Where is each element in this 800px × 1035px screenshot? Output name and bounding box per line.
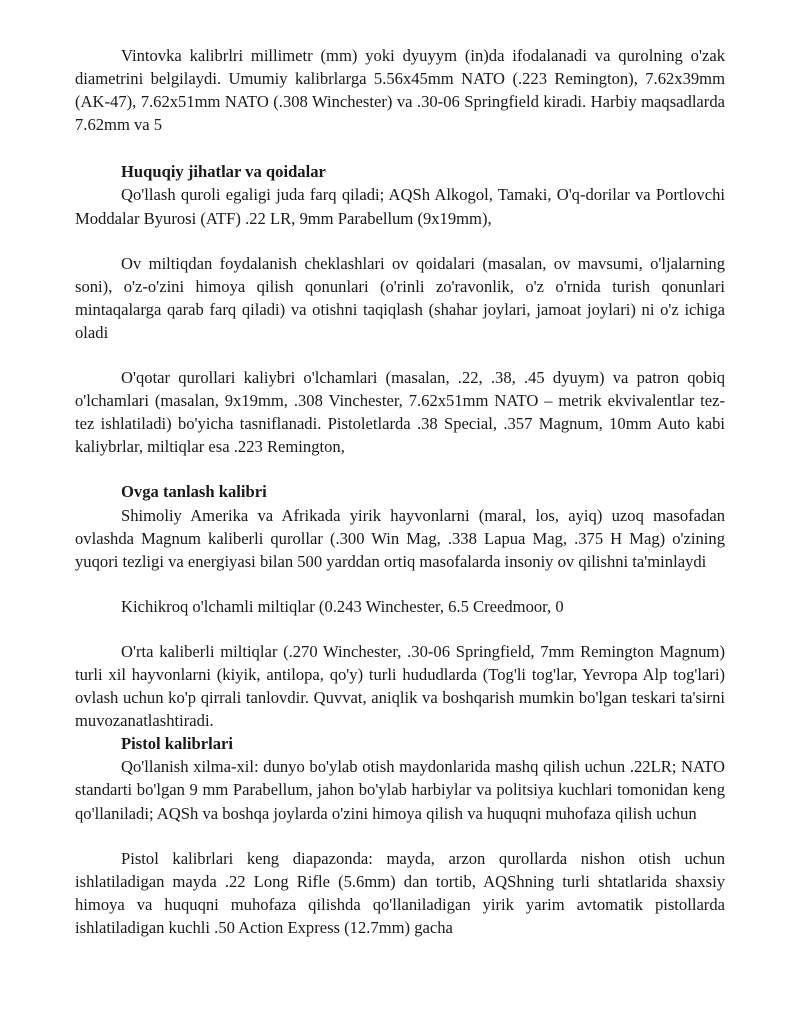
heading-legal-aspects: Huquqiy jihatlar va qoidalar xyxy=(121,162,326,182)
paragraph-hunting-restrictions: Ov miltiqdan foydalanish cheklashlari ov qoidalari (masalan, ov mavsumi, o'ljalarning soni), o'z-o'zini himoya qilish qonunlari (o'rinli zo'ravonlik, o'z o'rnida turish qonunlari mintaqalarga qarab farq qiladi) va otishni taqiqlash (shahar joylari, jamoat joylari) ni o'z ichiga oladi xyxy=(75,253,725,342)
paragraph-pistol-range: Pistol kalibrlari keng diapazonda: mayda, arzon qurollarda nishon otish uchun ishlatiladigan mayda .22 Long Rifle (5.6mm) dan tortib, AQShning turli shtatlarida shaxsiy himoya va huquqni muhofaza qilishda qo'llaniladigan yirik yarim avtomatik pistollarda ishlatiladigan kuchli .50 Action Express (12.7mm) gacha xyxy=(75,848,725,937)
paragraph-small-calibre: Kichikroq o'lchamli miltiqlar (0.243 Winchester, 6.5 Creedmoor, 0 xyxy=(121,596,564,616)
heading-pistol-calibres: Pistol kalibrlari xyxy=(121,734,234,754)
paragraph-classification: O'qotar qurollari kaliybri o'lchamlari (masalan, .22, .38, .45 dyuym) va patron qobiq o'lchamlari (masalan, 9x19mm, .308 Vinchester, 7.62x51mm NATO – metrik ekvivalentlar tez-tez ishlatiladi) bo'yicha tasniflanadi. Pistoletlarda .38 Special, .357 Magnum, 10mm Auto kabi kaliybrlar, miltiqlar esa .223 Remington, xyxy=(75,368,725,457)
heading-hunting-calibre: Ovga tanlash kalibri xyxy=(121,482,267,502)
paragraph-calibre-definition: Vintovka kalibrlri millimetr (mm) yoki dyuyym (in)da ifodalanadi va qurolning o'zak diametrini belgilaydi. Umumiy kalibrlarga 5.56x45mm NATO (.223 Remington), 7.62x39mm (AK-47), 7.62x51mm NATO (.308 Winchester) va .30-06 Springfield kiradi. Harbiy maqsadlarda 7.62mm va 5 xyxy=(75,46,725,135)
paragraph-ownership: Qo'llash quroli egaligi juda farq qiladi; AQSh Alkogol, Tamaki, O'q-dorilar va Portlovchi Moddalar Byurosi (ATF) .22 LR, 9mm Parabellum (9x19mm), xyxy=(75,185,725,228)
paragraph-pistol-usage: Qo'llanish xilma-xil: dunyo bo'ylab otish maydonlarida mashq qilish uchun .22LR; NATO standarti bo'lgan 9 mm Parabellum, jahon bo'ylab harbiylar va politsiya kuchlari tomonidan keng qo'llaniladi; AQSh va boshqa joylarda o'zini himoya qilish va huquqni muhofaza qilish uchun xyxy=(75,757,725,823)
document-page xyxy=(75,44,725,939)
paragraph-medium-calibre: O'rta kaliberli miltiqlar (.270 Winchester, .30-06 Springfield, 7mm Remington Magnum) turli xil hayvonlarni (kiyik, antilopa, qo'y) turli hududlarda (Tog'li tog'lar, Yevropa Alp tog'lari) ovlash uchun ko'p qirrali tanlovdir. Quvvat, aniqlik va boshqarish mumkin bo'lgan teskari ta'sirni muvozanatlashtiradi. xyxy=(75,641,725,731)
paragraph-magnum: Shimoliy Amerika va Afrikada yirik hayvonlarni (maral, los, ayiq) uzoq masofadan ovlashda Magnum kaliberli qurollar (.300 Win Mag, .338 Lapua Mag, .375 H Mag) o'zining yuqori tezligi va energiyasi bilan 500 yarddan ortiq masofalarda insoniy ov qilishni ta'minlaydi xyxy=(75,505,725,571)
